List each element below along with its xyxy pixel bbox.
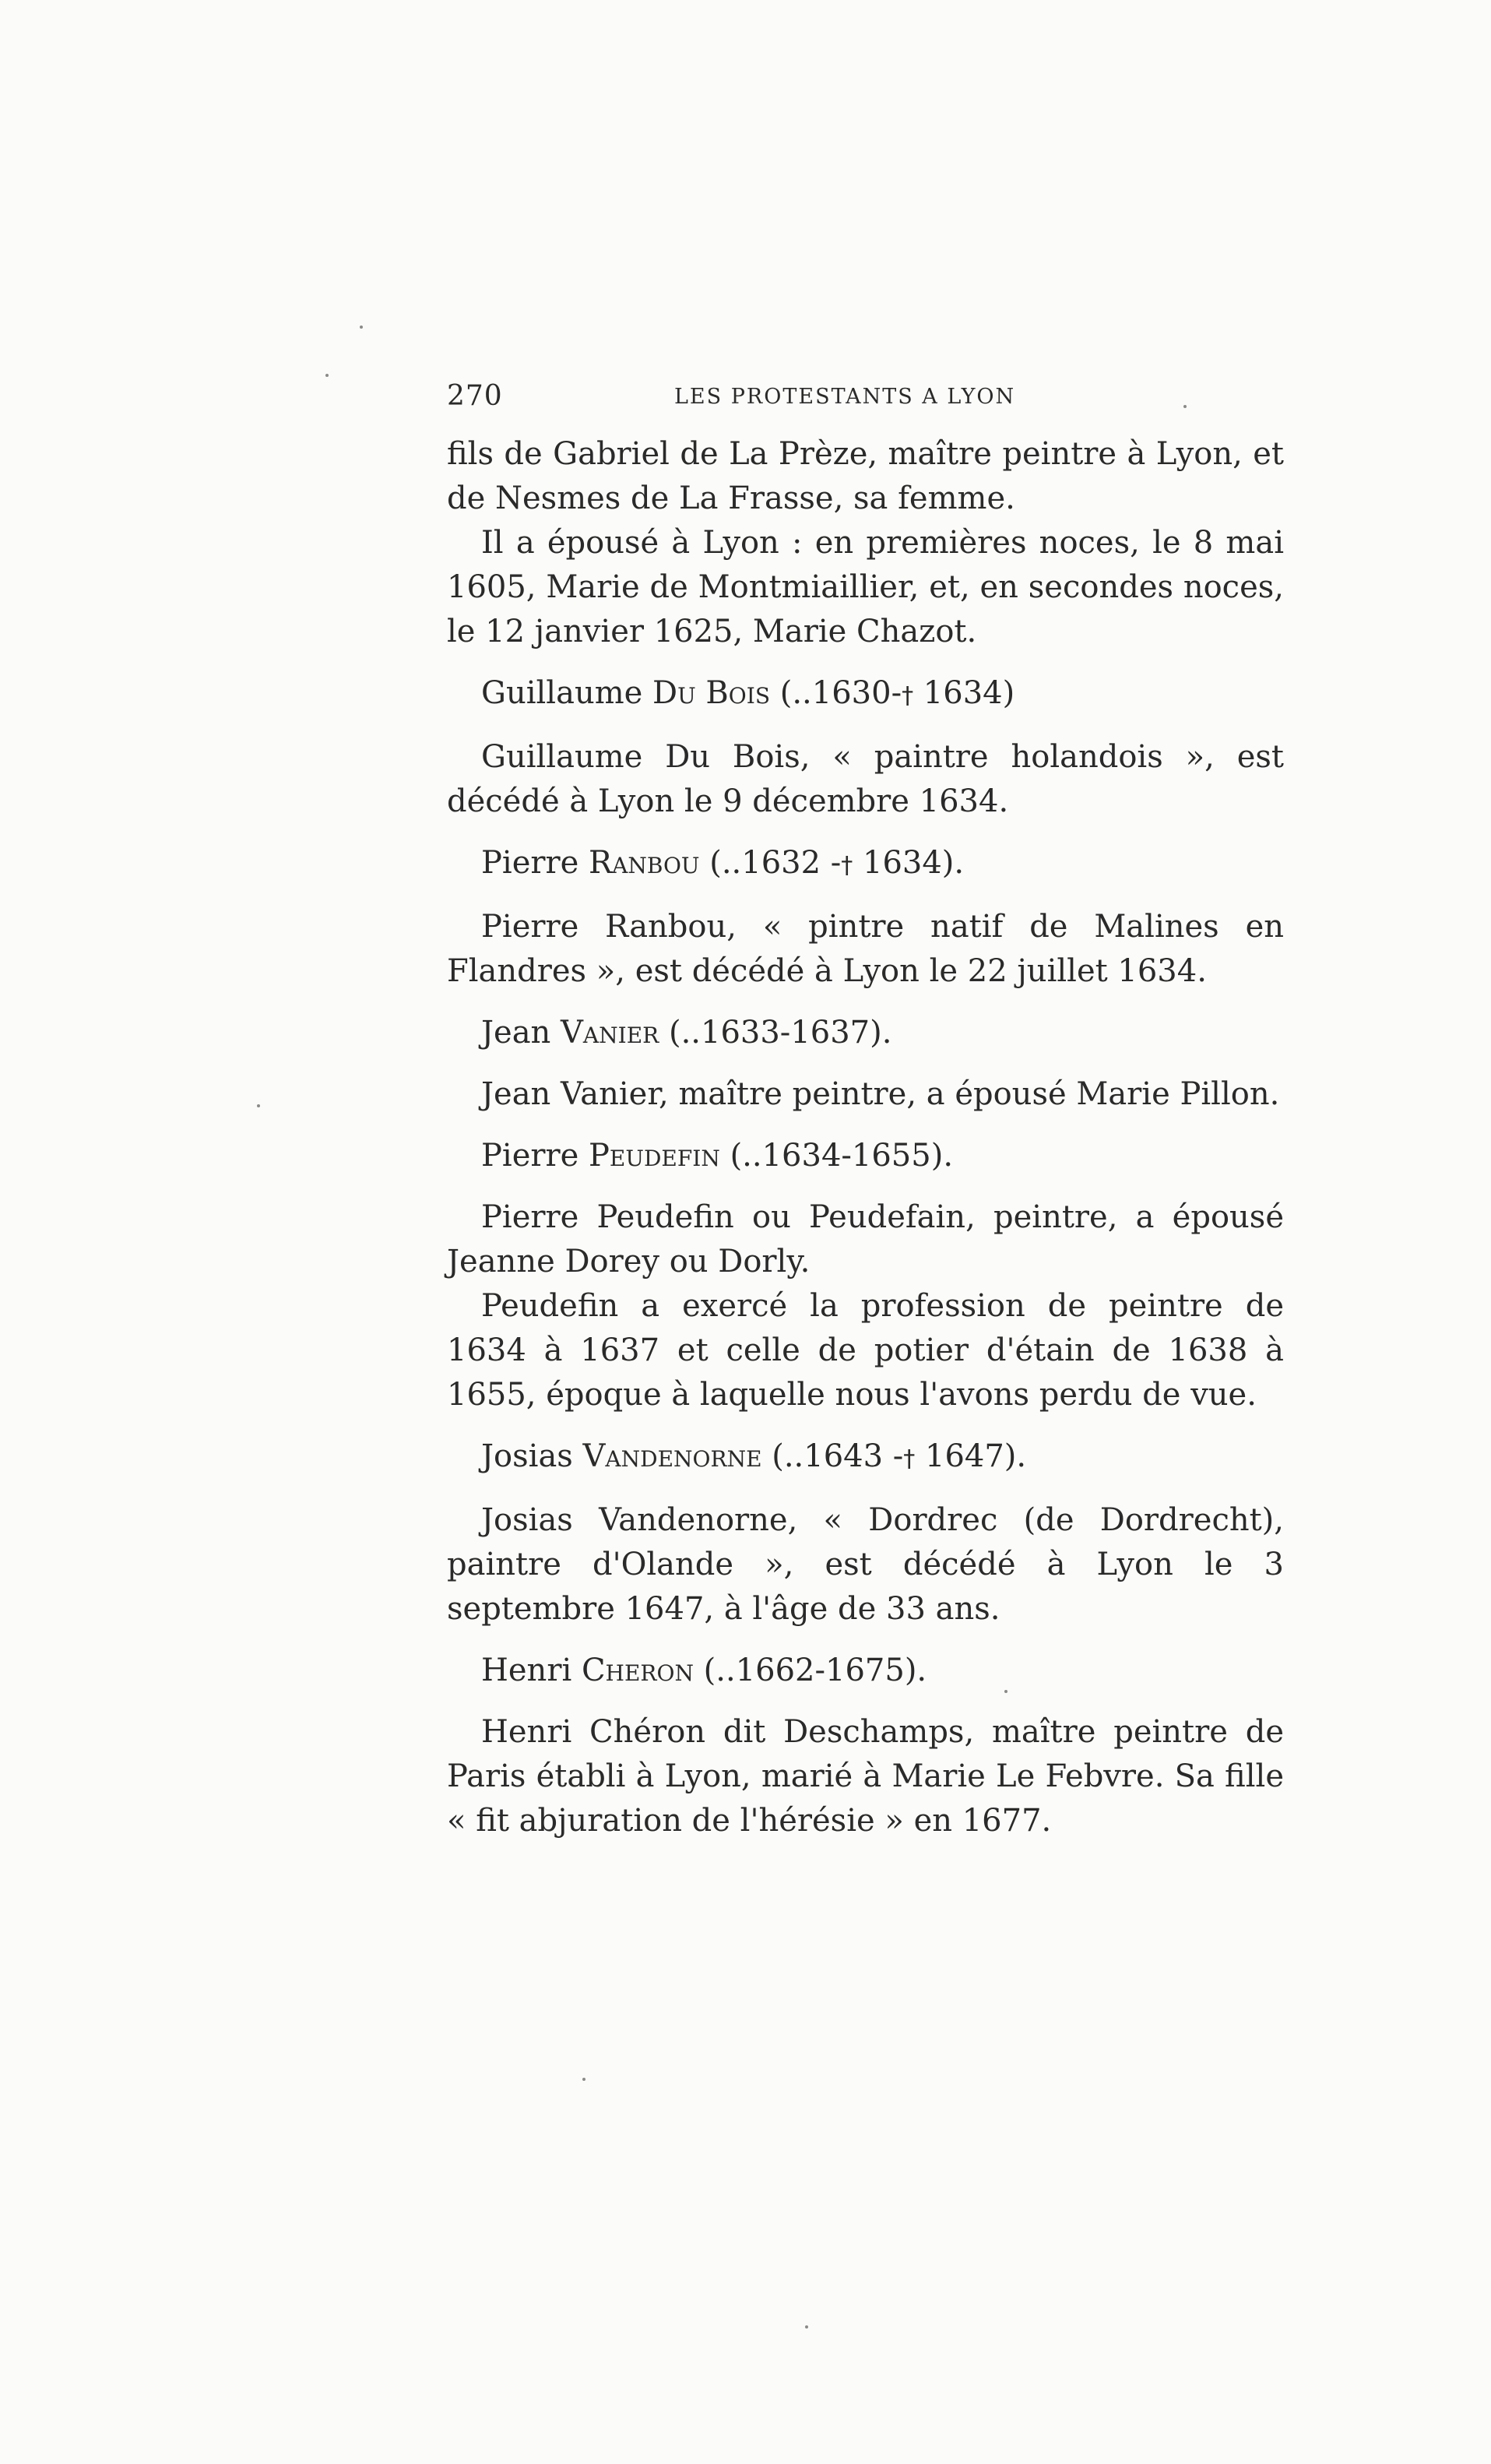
page-number: 270: [447, 380, 503, 412]
entry-paragraph: Jean Vanier, maître peintre, a épousé Marie Pillon.: [481, 1076, 1280, 1112]
entry-dates-end: 1634).: [853, 845, 965, 881]
print-speck: [325, 374, 329, 377]
entry-dates: (..1662-1675).: [703, 1653, 927, 1688]
entry-du-bois: [447, 671, 1284, 824]
entry-paragraph: Henri Chéron dit Deschamps, maître peintre de Paris établi à Lyon, marié à Marie Le Febvre. Sa fille « fit abjuration de l'hérésie » en 1677.: [447, 1714, 1284, 1839]
entry-paragraph: Guillaume Du Bois, « paintre holandois », est décédé à Lyon le 9 décembre 1634.: [447, 739, 1284, 819]
entry-first-name: Pierre: [481, 1138, 579, 1174]
entry-heading: [447, 1134, 1284, 1178]
entry-heading: [447, 841, 1284, 888]
entry-surname: Vanier: [561, 1015, 659, 1051]
entry-surname: Peudefin: [589, 1138, 720, 1174]
entry-first-name: Pierre: [481, 845, 579, 881]
print-speck: [805, 2325, 808, 2328]
entry-cheron: [447, 1649, 1284, 1843]
entry-dates: (..1633-1637).: [668, 1015, 892, 1051]
entry-vanier: [447, 1011, 1284, 1117]
print-speck: [360, 326, 363, 329]
entry-surname: Du Bois: [652, 675, 771, 711]
intro-paragraph-2: Il a épousé à Lyon : en premières noces, le 8 mai 1605, Marie de Montmiaillier, et, en secondes noces, le 12 janvier 1625, Marie Chazot.: [447, 525, 1284, 649]
entry-first-name: Guillaume: [481, 675, 643, 711]
death-dagger-icon: †: [903, 1445, 916, 1473]
entry-vandenorne: [447, 1434, 1284, 1632]
entry-dates-end: 1634): [913, 675, 1015, 711]
entry-surname: Ranbou: [589, 845, 700, 881]
entry-ranbou: [447, 841, 1284, 994]
entry-paragraph: Pierre Peudefin ou Peudefain, peintre, a épousé Jeanne Dorey ou Dorly.: [447, 1199, 1284, 1280]
entry-surname: Cheron: [581, 1653, 694, 1688]
entry-paragraph: Peudefin a exercé la profession de peintre de 1634 à 1637 et celle de potier d'étain de 1638 à 1655, époque à laquelle nous l'avons perdu de vue.: [447, 1288, 1284, 1413]
death-dagger-icon: †: [902, 682, 914, 709]
entry-surname: Vandenorne: [582, 1438, 762, 1474]
entry-heading: [447, 671, 1284, 718]
entry-first-name: Jean: [481, 1015, 551, 1051]
entry-heading: [447, 1434, 1284, 1481]
death-dagger-icon: †: [841, 852, 853, 879]
entry-first-name: Josias: [481, 1438, 573, 1474]
entry-heading: [447, 1011, 1284, 1055]
print-speck: [582, 2078, 585, 2081]
print-speck: [257, 1104, 260, 1107]
running-title: LES PROTESTANTS A LYON: [674, 385, 1016, 409]
entry-dates-end: 1647).: [915, 1438, 1027, 1474]
entry-paragraph: Josias Vandenorne, « Dordrec (de Dordrecht), paintre d'Olande », est décédé à Lyon le 3 septembre 1647, à l'âge de 33 ans.: [447, 1502, 1284, 1627]
entry-dates: (..1634-1655).: [730, 1138, 954, 1174]
intro-paragraph-1: fils de Gabriel de La Prèze, maître peintre à Lyon, et de Nesmes de La Frasse, sa femme.: [447, 436, 1284, 516]
page-header: [447, 380, 1284, 419]
page-body: [447, 432, 1284, 1843]
entry-peudefin: [447, 1134, 1284, 1417]
entry-first-name: Henri: [481, 1653, 572, 1688]
entry-dates-start: (..1643 -: [772, 1438, 904, 1474]
entry-dates-start: (..1630-: [779, 675, 902, 711]
entry-heading: [447, 1649, 1284, 1693]
entry-dates-start: (..1632 -: [709, 845, 842, 881]
entry-paragraph: Pierre Ranbou, « pintre natif de Malines en Flandres », est décédé à Lyon le 22 juillet 1634.: [447, 909, 1284, 989]
